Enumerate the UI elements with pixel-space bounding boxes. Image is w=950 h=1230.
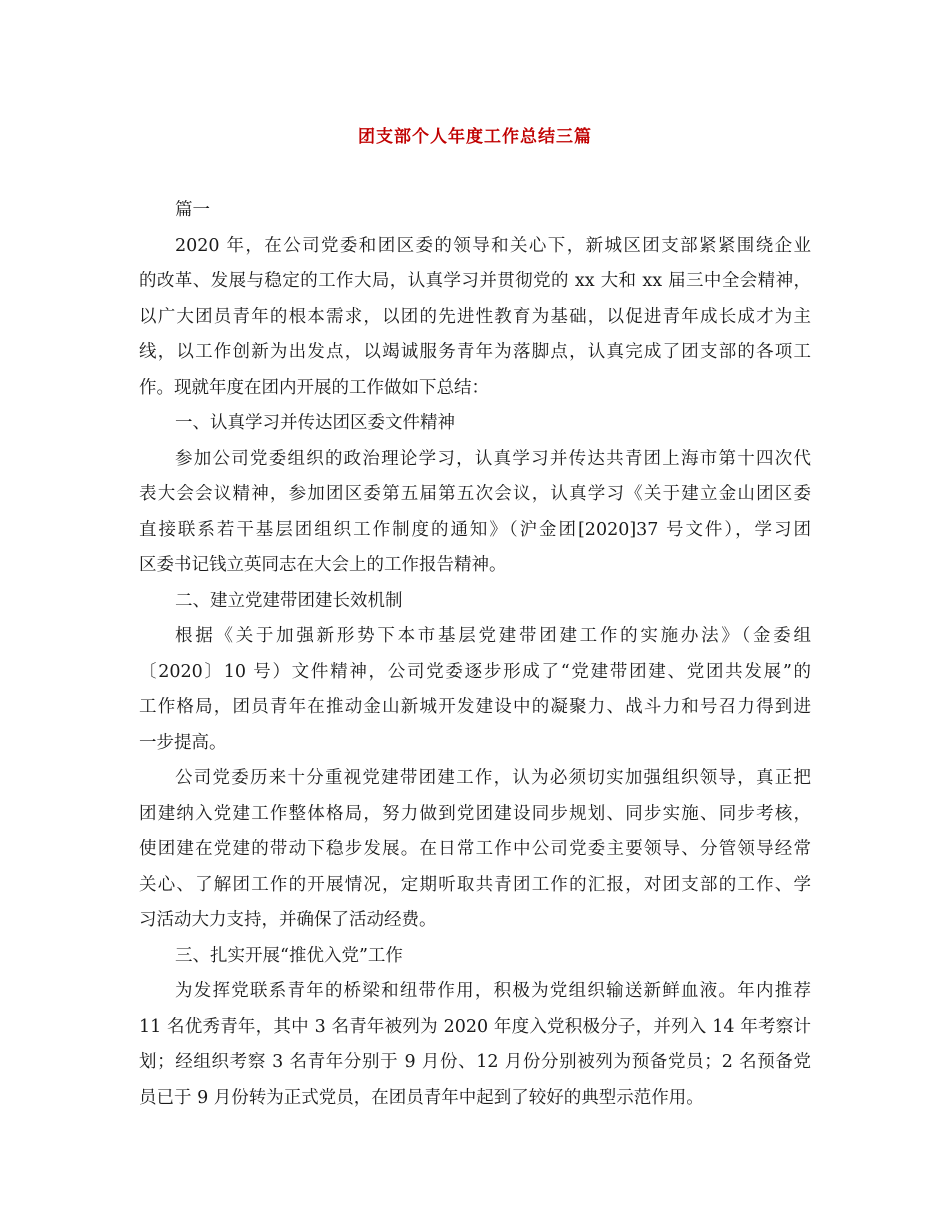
section-heading — [139, 584, 811, 620]
text-line: 的改革、发展与稳定的工作大局，认真学习并贯彻党的 xx 大和 xx 届三中全会精神， — [139, 271, 811, 291]
text-line: 使团建在党建的带动下稳步发展。在日常工作中公司党委主要领导、分管领导经常 — [139, 839, 811, 859]
text-line: 划；经组织考察 3 名青年分别于 9 月份、12 月份分别被列为预备党员；2 名预备党 — [139, 1052, 811, 1072]
text-line: 表大会会议精神，参加团区委第五届第五次会议，认真学习《关于建立金山团区委 — [139, 484, 811, 504]
text-line: 团建纳入党建工作整体格局，努力做到党团建设同步规划、同步实施、同步考核， — [139, 803, 811, 824]
text-line: 区委书记钱立英同志在大会上的工作报告精神。 — [139, 555, 507, 575]
paragraph — [139, 974, 811, 1116]
text-line: 员已于 9 月份转为正式党员，在团员青年中起到了较好的典型示范作用。 — [139, 1087, 704, 1108]
text-line: 三、扎实开展“推优入党”工作 — [175, 945, 403, 966]
text-line: 〔2020〕10 号）文件精神，公司党委逐步形成了“党建带团建、党团共发展”的 — [139, 661, 811, 682]
document-title: 团支部个人年度工作总结三篇 — [358, 127, 592, 147]
text-line: 一步提高。 — [139, 732, 227, 753]
section-label — [139, 193, 811, 229]
paragraph — [139, 619, 811, 761]
paragraph — [139, 442, 811, 584]
text-line: 根据《关于加强新形势下本市基层党建带团建工作的实施办法》（金委组 — [175, 626, 811, 646]
section-heading — [139, 406, 811, 442]
text-line: 公司党委历来十分重视党建带团建工作，认为必须切实加强组织领导，真正把 — [175, 768, 811, 788]
text-line: 线，以工作创新为出发点，以竭诚服务青年为落脚点，认真完成了团支部的各项工 — [139, 342, 811, 362]
text-line: 为发挥党联系青年的桥梁和纽带作用，积极为党组织输送新鲜血液。年内推荐 — [175, 981, 811, 1001]
text-line: 作。现就年度在团内开展的工作做如下总结： — [139, 377, 489, 398]
paragraph — [139, 761, 811, 939]
text-line: 习活动大力支持，并确保了活动经费。 — [139, 910, 437, 930]
text-line: 参加公司党委组织的政治理论学习，认真学习并传达共青团上海市第十四次代 — [175, 448, 811, 469]
text-line: 二、建立党建带团建长效机制 — [175, 590, 403, 611]
text-line: 篇一 — [175, 200, 210, 220]
text-line: 关心、了解团工作的开展情况，定期听取共青团工作的汇报，对团支部的工作、学 — [139, 874, 811, 895]
text-line: 直接联系若干基层团组织工作制度的通知》（沪金团[2020]37 号文件），学习团 — [139, 519, 811, 540]
text-line: 工作格局，团员青年在推动金山新城开发建设中的凝聚力、战斗力和号召力得到进 — [139, 697, 811, 717]
paragraph-intro — [139, 229, 811, 407]
text-line: 2020 年，在公司党委和团区委的领导和关心下，新城区团支部紧紧围绕企业 — [175, 235, 811, 256]
text-line: 以广大团员青年的根本需求，以团的先进性教育为基础，以促进青年成长成才为主 — [139, 306, 811, 327]
section-heading — [139, 939, 811, 975]
document-body — [139, 193, 811, 1116]
text-line: 一、认真学习并传达团区委文件精神 — [175, 413, 455, 433]
text-line: 11 名优秀青年，其中 3 名青年被列为 2020 年度入党积极分子，并列入 14 年考察计 — [139, 1016, 811, 1037]
